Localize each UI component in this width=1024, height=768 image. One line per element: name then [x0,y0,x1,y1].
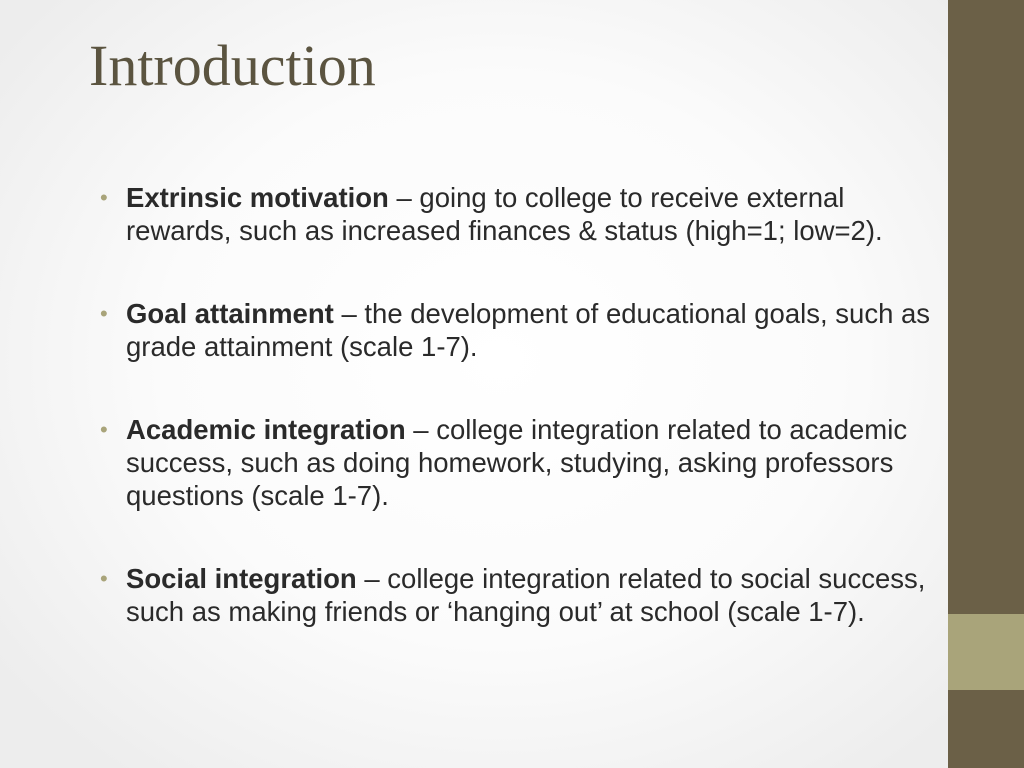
bullet-item-goal-attainment [100,297,940,363]
bullet-dot-icon: • [100,417,108,442]
bullet-dot-icon: • [100,566,108,591]
bullet-text: – the development of educational goals, such as grade attainment (scale 1-7). [126,298,931,362]
slide-title: Introduction [89,33,376,98]
bullet-text: – college integration related to academic success, such as doing homework, studying, asking professors questions (scale 1-7). [126,414,908,511]
bullet-term: Social integration [126,563,357,594]
side-bar-decoration [948,0,1024,768]
bullet-item-extrinsic-motivation [100,181,940,247]
bullet-term: Goal attainment [126,298,334,329]
bullet-item-academic-integration [100,413,940,512]
bullet-text: – college integration related to social success, such as making friends or ‘hanging out’ at school (scale 1-7). [126,563,926,627]
bullet-term: Extrinsic motivation [126,182,389,213]
bullet-dot-icon: • [100,185,108,210]
bullet-dot-icon: • [100,301,108,326]
side-bar-accent-block [948,614,1024,690]
bullet-term: Academic integration [126,414,406,445]
bullet-text: – going to college to receive external rewards, such as increased finances & status (high=1; low=2). [126,182,883,246]
bullet-item-social-integration [100,562,940,628]
bullet-list [100,181,940,678]
